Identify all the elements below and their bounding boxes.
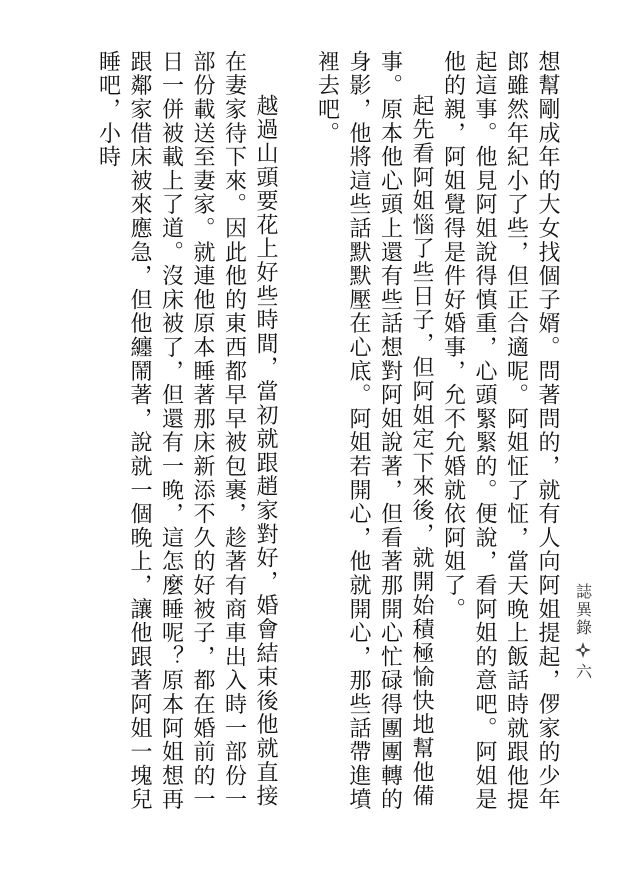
paragraph: 起先看阿姐惱了些日子，但阿姐定下來後，就開始積極愉快地幫他備事。原本他心頭上還有些話想對阿姐說著，但看著那開心忙碌得團團轉的身影，他將這些話默默壓在心底。阿姐若開心，他就開心，那些話帶進墳裡去吧。	[314, 50, 434, 812]
ornament-icon	[574, 641, 592, 659]
page-number: 六	[573, 663, 593, 681]
paragraph: 想幫剛成年的大女找個子婿。問著問的，就有人向阿姐提起，㑩家的少年郎雖然年紀小了些，但正合適呢。阿姐怔了怔，當天晚上飯話時就跟他提起這事。他見阿姐說得慎重，心頭緊緊的。便說，看阿姐的意吧。阿姐是他的親，阿姐覺得是件好婚事，允不允婚就依阿姐了。	[440, 50, 560, 812]
running-head	[565, 583, 601, 681]
body-text	[95, 50, 563, 820]
book-title: 誌異錄	[573, 583, 593, 637]
paragraph: 越過山頭要花上好些時間，當初就跟趙家對好，婚會結束後他就直接在妻家待下來。因此他的東西都早早被包裹，趁著有商車出入時一部份一部份載送至妻家。就連他原本睡著那床新添不久的好被子，都在婚前的一日一併被載上了道。沒床被了，但還有一晚，這怎麼睡呢？原本阿姐想再跟鄰家借床被來應急，但他纏鬧著，說就一個晚上，讓他跟著阿姐一塊兒睡吧，小時	[95, 50, 278, 812]
